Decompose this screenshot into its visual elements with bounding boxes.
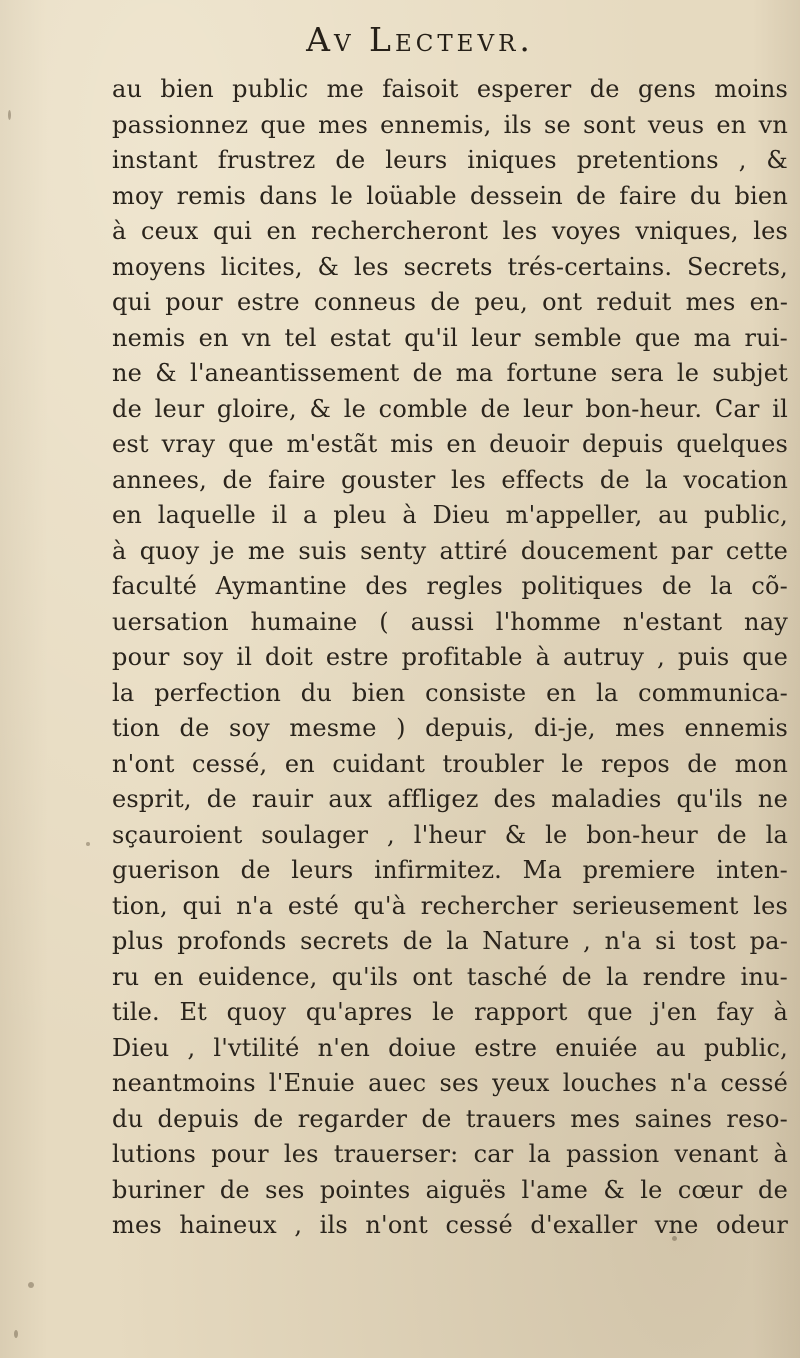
text-line: du depuis de regarder de trauers mes saines reso- xyxy=(112,1104,788,1133)
text-line: annees, de faire gouster les effects de la vocation xyxy=(112,465,788,494)
text-line: sçauroient soulager , l'heur & le bon-heur de la xyxy=(112,820,788,849)
text-line: mes haineux , ils n'ont cessé d'exaller vne odeur xyxy=(112,1211,788,1239)
text-line: neantmoins l'Enuie auec ses yeux louches n'a cessé xyxy=(112,1069,788,1097)
paper-speck xyxy=(28,1282,34,1288)
running-head-text: Av Lectevr. xyxy=(306,20,534,59)
running-head xyxy=(0,20,800,59)
text-line: guerison de leurs infirmitez. Ma premiere inten- xyxy=(112,856,788,884)
text-line: qui pour estre conneus de peu, ont reduit mes en- xyxy=(112,288,788,316)
body-text xyxy=(112,72,788,1244)
text-line: ru en euidence, qu'ils ont tasché de la rendre inu- xyxy=(112,962,788,991)
text-line: faculté Aymantine des regles politiques de la cõ- xyxy=(112,572,788,600)
text-line: à ceux qui en rechercheront les voyes vniques, les xyxy=(112,217,788,245)
text-line: lutions pour les trauerser: car la passion venant à xyxy=(112,1140,788,1168)
text-line: moy remis dans le loüable dessein de faire du bien xyxy=(112,181,788,210)
text-line: en laquelle il a pleu à Dieu m'appeller, au public, xyxy=(112,501,788,529)
text-line: moyens licites, & les secrets trés-certains. Secrets, xyxy=(112,252,788,281)
text-line: tion, qui n'a esté qu'à rechercher serieusement les xyxy=(112,891,788,920)
text-line: la perfection du bien consiste en la communica- xyxy=(112,678,788,707)
text-line: est vray que m'estãt mis en deuoir depuis quelques xyxy=(112,430,788,458)
text-line: plus profonds secrets de la Nature , n'a si tost pa- xyxy=(112,927,788,955)
paper-speck xyxy=(14,1330,18,1338)
text-line: au bien public me faisoit esperer de gens moins xyxy=(112,75,788,103)
paper-speck xyxy=(8,110,11,120)
text-line: tile. Et quoy qu'apres le rapport que j'en fay à xyxy=(112,998,788,1026)
text-line: pour soy il doit estre profitable à autruy , puis que xyxy=(112,643,788,671)
text-line: tion de soy mesme ) depuis, di-je, mes ennemis xyxy=(112,714,788,742)
text-line: uersation humaine ( aussi l'homme n'estant nay xyxy=(112,607,788,636)
text-line: instant frustrez de leurs iniques pretentions , & xyxy=(112,146,788,174)
paper-speck xyxy=(672,1236,677,1241)
text-line: n'ont cessé, en cuidant troubler le repos de mon xyxy=(112,749,788,778)
text-line: à quoy je me suis senty attiré doucement par cette xyxy=(112,536,788,565)
text-line: ne & l'aneantissement de ma fortune sera le subjet xyxy=(112,359,788,387)
paper-speck xyxy=(86,842,90,846)
text-line: de leur gloire, & le comble de leur bon-heur. Car il xyxy=(112,394,788,423)
text-line: buriner de ses pointes aiguës l'ame & le cœur de xyxy=(112,1175,788,1204)
text-line: Dieu , l'vtilité n'en doiue estre enuiée au public, xyxy=(112,1033,788,1062)
text-line: esprit, de rauir aux affligez des maladies qu'ils ne xyxy=(112,785,788,813)
text-line: nemis en vn tel estat qu'il leur semble que ma rui- xyxy=(112,323,788,352)
text-line: passionnez que mes ennemis, ils se sont veus en vn xyxy=(112,110,788,139)
